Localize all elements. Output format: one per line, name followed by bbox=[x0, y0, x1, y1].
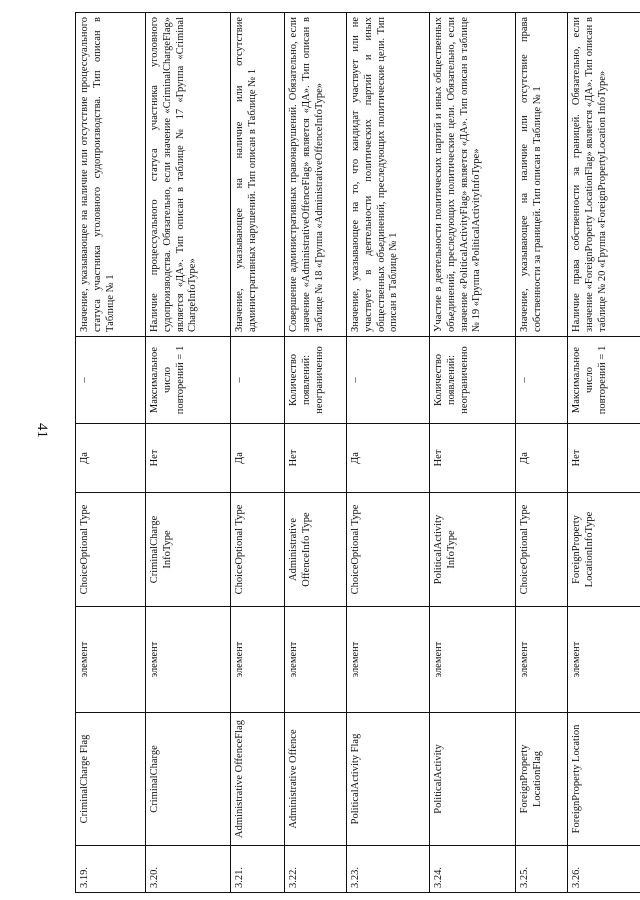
row-number: 3.24. bbox=[430, 846, 516, 893]
description: Участие в деятельности политических партий и иных общественных объединений, преследующих политические цели. Обязательно, если значение «PoliticalActivityFlag» является «ДА». Тип описан в таблице № 19 «Группа «PoliticalActivityInfoType» bbox=[430, 13, 516, 337]
element-name: CriminalCharge Flag bbox=[76, 713, 146, 846]
element-type: ChoiceOptional Type bbox=[347, 493, 430, 607]
table-row bbox=[76, 13, 146, 893]
row-number: 3.23. bbox=[347, 846, 430, 893]
description: Совершение административных правонарушений. Обязательно, если значение «AdministrativeOffenceFlag» является «ДА». Тип описан в таблице № 18 «Группа «AdministrativeOffenceInfoType» bbox=[285, 13, 347, 337]
required-flag: Да bbox=[516, 424, 568, 493]
element-kind: элемент bbox=[285, 607, 347, 713]
row-number: 3.21. bbox=[231, 846, 285, 893]
element-kind: элемент bbox=[146, 607, 231, 713]
cardinality: Количество появлений: неограниченно bbox=[430, 337, 516, 424]
row-number: 3.25. bbox=[516, 846, 568, 893]
element-type: ChoiceOptional Type bbox=[76, 493, 146, 607]
required-flag: Нет bbox=[285, 424, 347, 493]
row-number: 3.20. bbox=[146, 846, 231, 893]
element-kind: элемент bbox=[347, 607, 430, 713]
table-row bbox=[285, 13, 347, 893]
table-row bbox=[430, 13, 516, 893]
table-row bbox=[516, 13, 568, 893]
element-type: CriminalCharge InfoType bbox=[146, 493, 231, 607]
table-row bbox=[231, 13, 285, 893]
element-type: ForeignProperty LocationInfoType bbox=[568, 493, 640, 607]
description: Наличие права собственности за границей. Обязательно, если значение «ForeignProperty LocationFlag» является «ДА». Тип описан в таблице № 20 «Группа «ForeignPropertyLocation InfoType» bbox=[568, 13, 640, 337]
cardinality: Максимальное число повторений = 1 bbox=[568, 337, 640, 424]
required-flag: Да bbox=[347, 424, 430, 493]
rotated-table-container bbox=[75, 13, 635, 893]
required-flag: Нет bbox=[568, 424, 640, 493]
cardinality: – bbox=[516, 337, 568, 424]
cardinality: – bbox=[76, 337, 146, 424]
element-name: Administrative OffenceFlag bbox=[231, 713, 285, 846]
element-kind: элемент bbox=[430, 607, 516, 713]
element-kind: элемент bbox=[568, 607, 640, 713]
element-type: ChoiceOptional Type bbox=[231, 493, 285, 607]
element-name: CriminalCharge bbox=[146, 713, 231, 846]
element-name: Administrative Offence bbox=[285, 713, 347, 846]
cardinality: Количество появлений: неограниченно bbox=[285, 337, 347, 424]
element-type: PoliticalActivity InfoType bbox=[430, 493, 516, 607]
element-kind: элемент bbox=[231, 607, 285, 713]
table-row bbox=[347, 13, 430, 893]
description: Значение, указывающее на наличие или отсутствие административных нарушений. Тип описан в Таблице № 1 bbox=[231, 13, 285, 337]
cardinality: – bbox=[347, 337, 430, 424]
description: Значение, указывающее на наличие или отсутствие права собственности за границей. Тип описан в Таблице № 1 bbox=[516, 13, 568, 337]
element-name: ForeignProperty Location bbox=[568, 713, 640, 846]
row-number: 3.19. bbox=[76, 846, 146, 893]
required-flag: Нет bbox=[430, 424, 516, 493]
page-number: 41 bbox=[34, 423, 50, 438]
row-number: 3.26. bbox=[568, 846, 640, 893]
required-flag: Нет bbox=[146, 424, 231, 493]
element-type: ChoiceOptional Type bbox=[516, 493, 568, 607]
element-name: PoliticalActivity bbox=[430, 713, 516, 846]
description: Значение, указывающее на то, что кандидат участвует или не участвует в деятельности политических партий и иных общественных объединений, преследующих политические цели. Тип описан в Таблице № 1 bbox=[347, 13, 430, 337]
element-kind: элемент bbox=[516, 607, 568, 713]
element-type: Administrative OffenceInfo Type bbox=[285, 493, 347, 607]
schema-table bbox=[75, 12, 640, 893]
cardinality: Максимальное число повторений = 1 bbox=[146, 337, 231, 424]
required-flag: Да bbox=[231, 424, 285, 493]
table-row bbox=[146, 13, 231, 893]
cardinality: – bbox=[231, 337, 285, 424]
description: Наличие процессуального статуса участника уголовного судопроизводства. Обязательно, если значение «CriminalChargeFlag» является «ДА». Тип описан в таблице № 17 «Группа «Criminal ChargeInfoType» bbox=[146, 13, 231, 337]
required-flag: Да bbox=[76, 424, 146, 493]
element-kind: элемент bbox=[76, 607, 146, 713]
element-name: ForeignProperty LocationFlag bbox=[516, 713, 568, 846]
element-name: PoliticalActivity Flag bbox=[347, 713, 430, 846]
table-row bbox=[568, 13, 640, 893]
description: Значение, указывающее на наличие или отсутствие процессуального статуса участника уголовного судопроизводства. Тип описан в Таблице № 1 bbox=[76, 13, 146, 337]
row-number: 3.22. bbox=[285, 846, 347, 893]
